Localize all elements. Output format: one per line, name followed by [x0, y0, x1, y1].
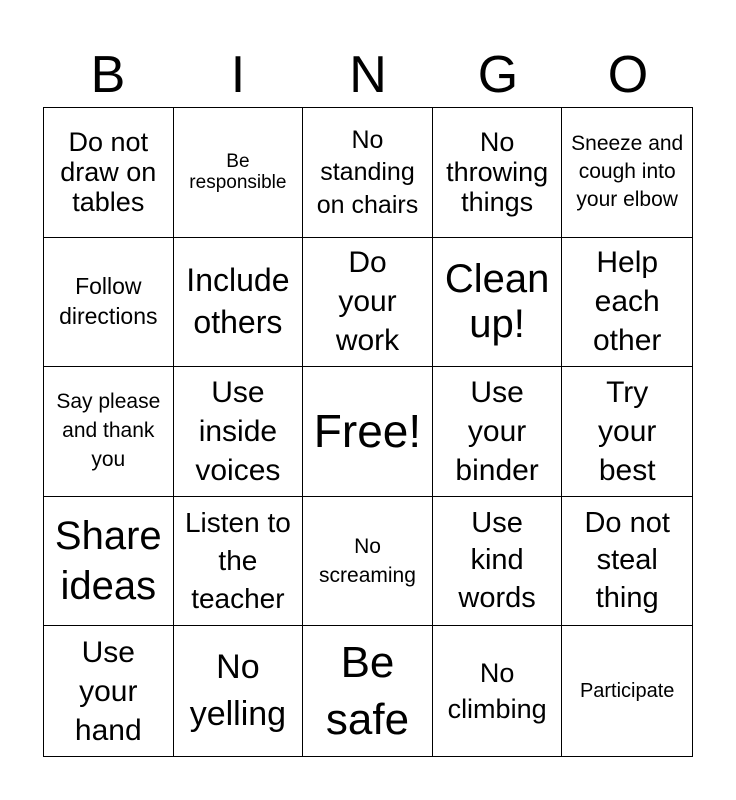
cell-text: Participate — [579, 680, 675, 702]
bingo-cell[interactable] — [303, 238, 433, 368]
cell-text: Say please and thank you — [56, 390, 161, 471]
header-letter-n: N — [349, 46, 387, 104]
bingo-cell[interactable] — [562, 497, 692, 627]
cell-text: No throwing things — [446, 126, 549, 218]
bingo-cell[interactable] — [433, 497, 563, 627]
bingo-cell[interactable] — [303, 497, 433, 627]
cell-text: Clean up! — [444, 257, 550, 346]
bingo-cell[interactable] — [303, 626, 433, 756]
bingo-cell[interactable] — [562, 108, 692, 238]
cell-text: Use your binder — [455, 375, 539, 487]
cell-text: Use your hand — [74, 635, 142, 747]
bingo-cell[interactable] — [303, 108, 433, 238]
cell-text: Use inside voices — [195, 375, 281, 487]
cell-text: No standing on chairs — [316, 125, 419, 219]
header-letter-o: O — [607, 46, 649, 104]
bingo-cell[interactable] — [433, 626, 563, 756]
cell-text: Listen to the teacher — [184, 507, 291, 614]
cell-text: Sneeze and cough into your elbow — [571, 131, 684, 212]
bingo-board — [43, 107, 693, 757]
cell-text: Do not draw on tables — [60, 126, 157, 218]
bingo-cell[interactable] — [433, 238, 563, 368]
header-letter-i: I — [230, 46, 246, 104]
cell-text: Free! — [313, 404, 422, 457]
cell-text: Be safe — [325, 638, 410, 745]
bingo-cell[interactable] — [303, 367, 433, 497]
cell-text: Do your work — [335, 246, 400, 358]
bingo-cell[interactable] — [174, 626, 304, 756]
cell-text: Follow directions — [59, 273, 158, 329]
bingo-cell[interactable] — [562, 238, 692, 368]
bingo-cell[interactable] — [44, 238, 174, 368]
bingo-cell[interactable] — [562, 367, 692, 497]
cell-text: Help each other — [593, 246, 662, 358]
bingo-cell[interactable] — [174, 238, 304, 368]
bingo-cell[interactable] — [174, 108, 304, 238]
cell-text: No yelling — [189, 647, 287, 734]
cell-text: Include others — [186, 262, 290, 340]
bingo-cell[interactable] — [174, 367, 304, 497]
bingo-cell[interactable] — [562, 626, 692, 756]
bingo-cell[interactable] — [174, 497, 304, 627]
bingo-cell[interactable] — [44, 497, 174, 627]
header-letter-b: B — [90, 46, 126, 104]
header-letter-g: G — [477, 46, 519, 104]
cell-text: Try your best — [598, 375, 657, 487]
bingo-cell[interactable] — [433, 108, 563, 238]
bingo-cell[interactable] — [433, 367, 563, 497]
cell-text: Use kind words — [458, 506, 536, 614]
cell-text: Do not steal thing — [584, 506, 670, 614]
cell-text: Share ideas — [54, 514, 162, 609]
bingo-cell[interactable] — [44, 626, 174, 756]
bingo-cell[interactable] — [44, 108, 174, 238]
bingo-cell[interactable] — [44, 367, 174, 497]
bingo-header — [43, 42, 693, 108]
cell-text: No screaming — [319, 534, 416, 588]
cell-text: Be responsible — [189, 151, 287, 194]
cell-text: No climbing — [447, 657, 547, 725]
